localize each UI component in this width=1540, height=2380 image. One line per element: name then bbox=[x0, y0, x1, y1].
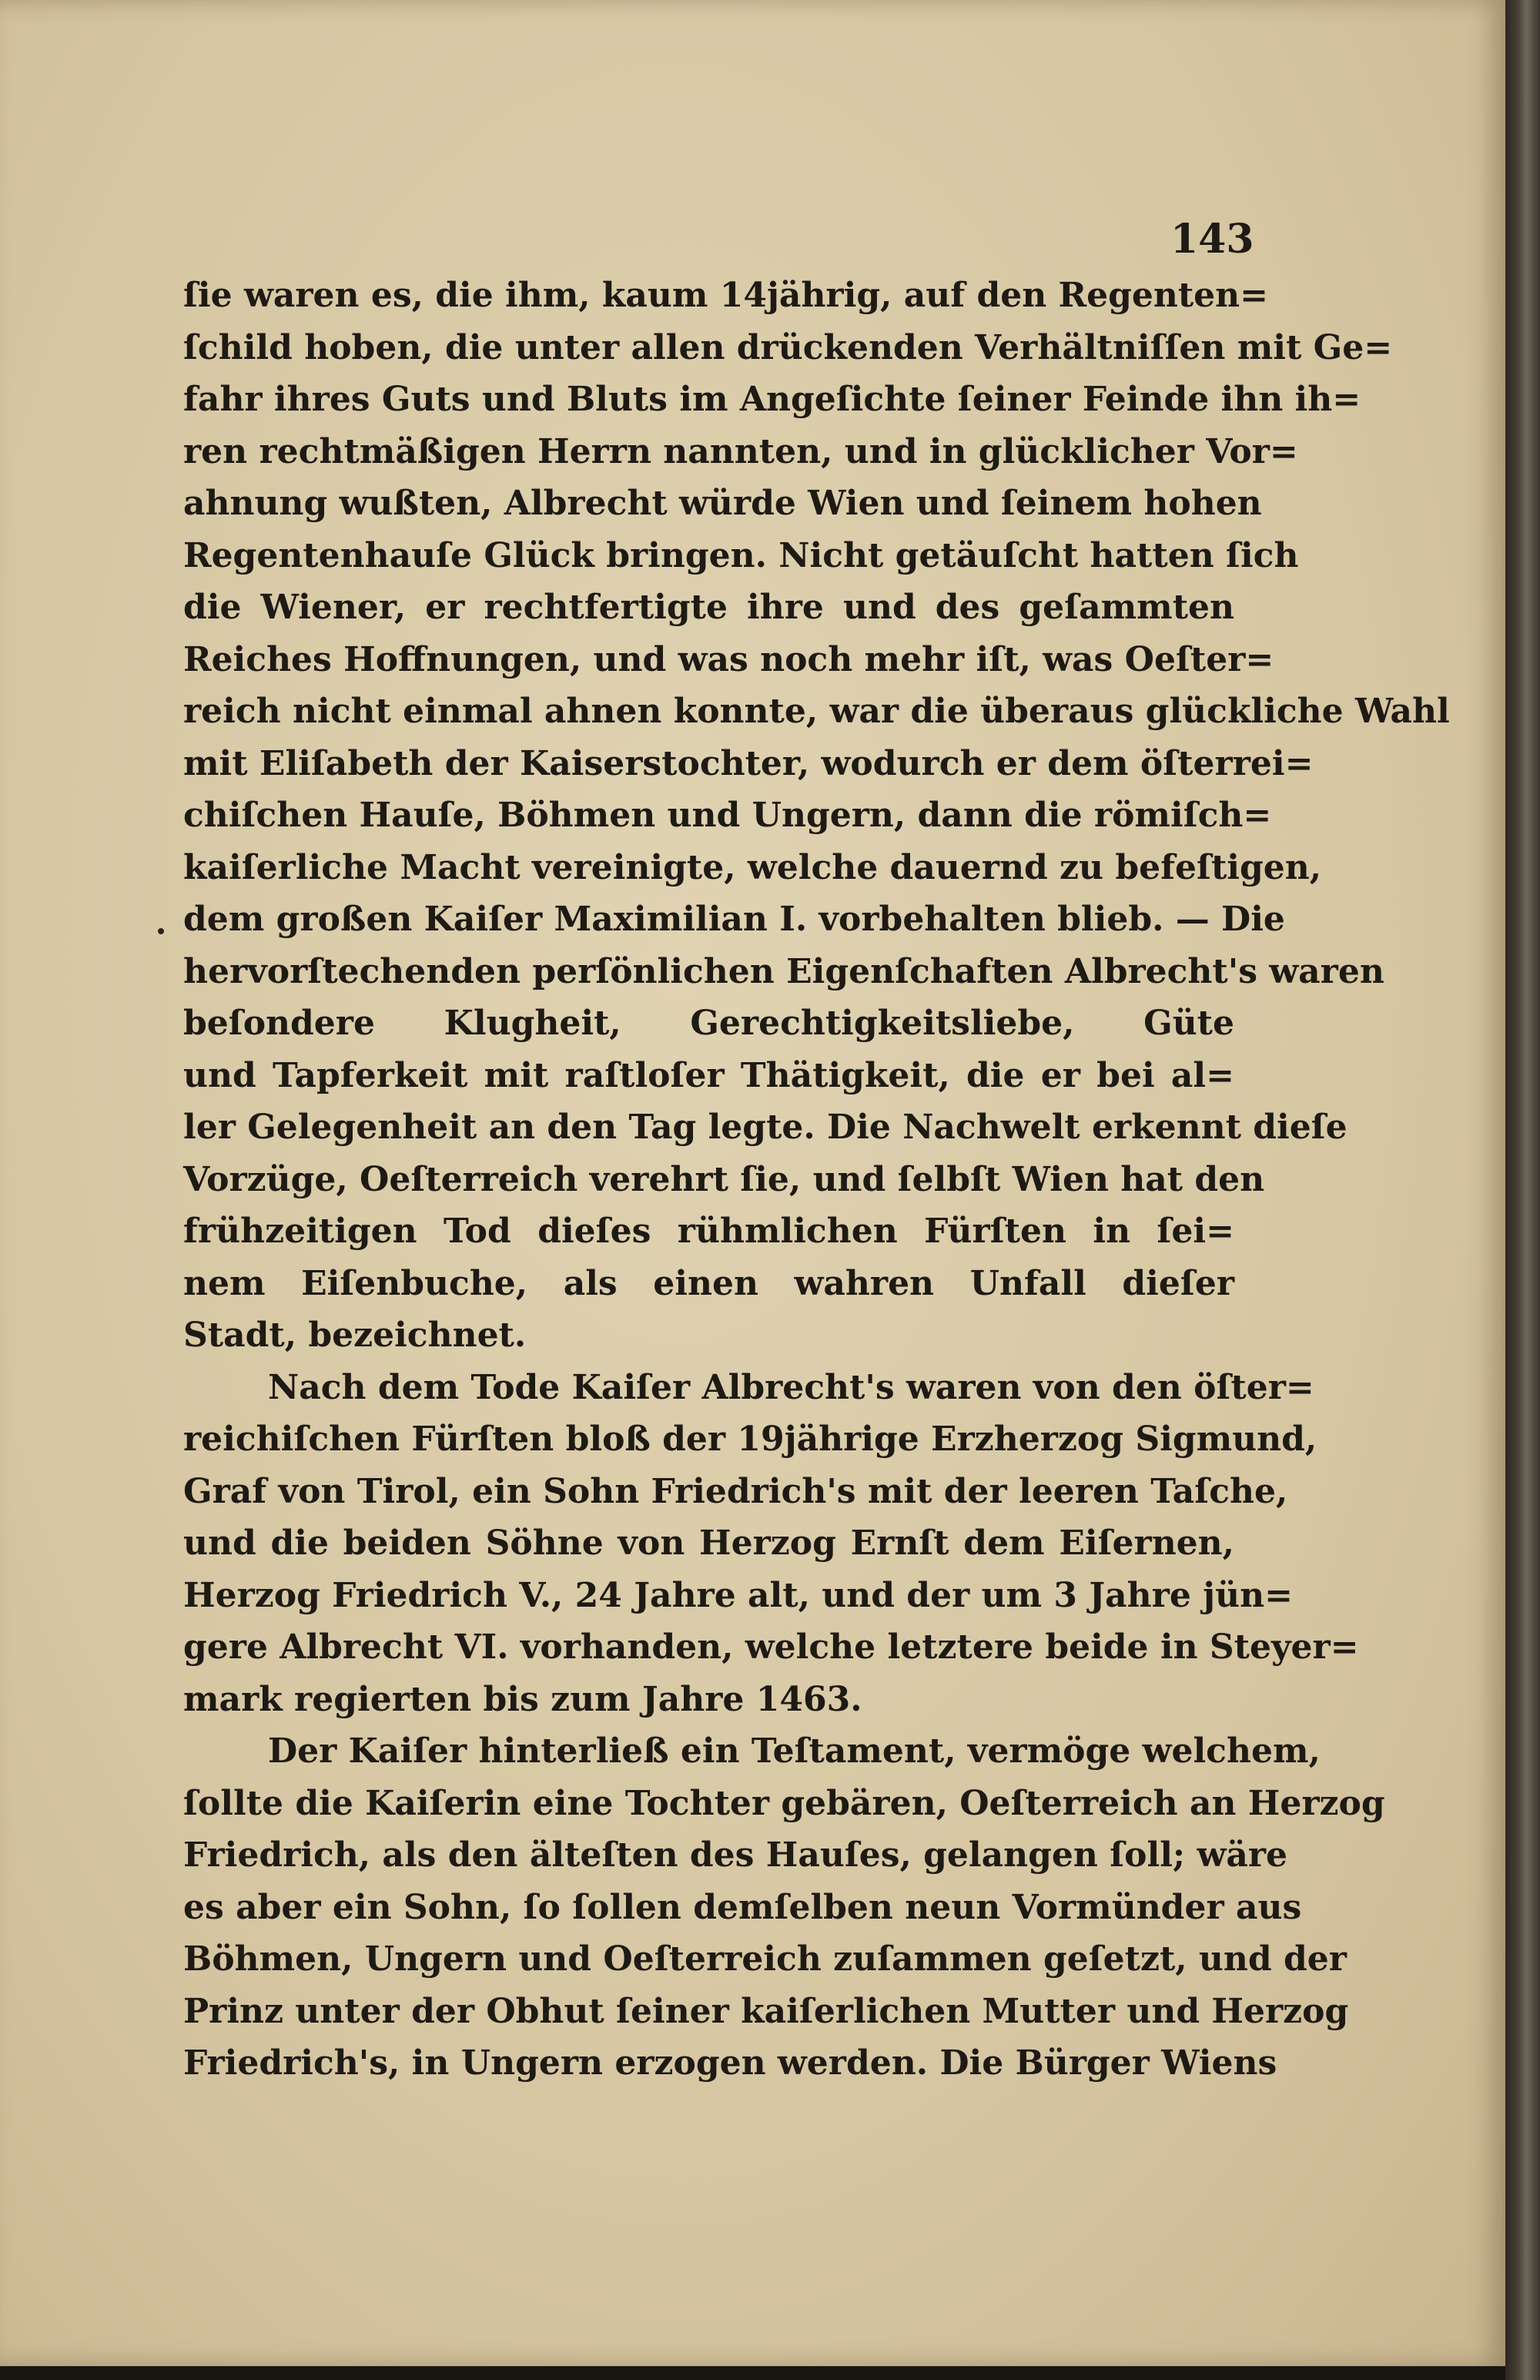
body-text bbox=[183, 270, 1450, 2090]
text-line: ahnung wußten, Albrecht würde Wien und ſeinem hohen bbox=[183, 484, 1262, 523]
text-line: Graf von Tirol, ein Sohn Friedrich's mit der leeren Taſche, bbox=[183, 1471, 1288, 1511]
text-line: die Wiener, er rechtfertigte ihre und des geſammten bbox=[183, 588, 1234, 627]
text-line: und die beiden Söhne von Herzog Ernſt dem Eiſernen, bbox=[183, 1524, 1234, 1563]
text-line: frühzeitigen Tod dieſes rühmlichen Fürſten in ſei= bbox=[183, 1212, 1234, 1251]
text-line: Friedrich, als den älteſten des Hauſes, gelangen ſoll; wäre bbox=[183, 1835, 1288, 1875]
text-line: dem großen Kaiſer Maximilian I. vorbehalten blieb. — Die bbox=[183, 900, 1285, 939]
text-line: reichiſchen Fürſten bloß der 19jährige Erzherzog Sigmund, bbox=[183, 1420, 1317, 1459]
text-line: Nach dem Tode Kaiſer Albrecht's waren von den öſter= bbox=[268, 1367, 1314, 1407]
text-line: beſondere Klugheit, Gerechtigkeitsliebe, Güte bbox=[183, 1004, 1234, 1043]
text-line: nem Eiſenbuche, als einen wahren Unfall dieſer bbox=[183, 1263, 1234, 1303]
text-line: reich nicht einmal ahnen konnte, war die überaus glückliche Wahl bbox=[183, 692, 1450, 731]
text-line: fahr ihres Guts und Bluts im Angeſichte ſeiner Feinde ihn ih= bbox=[183, 380, 1361, 419]
text-line: ſie waren es, die ihm, kaum 14jährig, auf den Regenten= bbox=[183, 276, 1269, 315]
page-edge bbox=[1505, 0, 1540, 2380]
text-line: ler Gelegenheit an den Tag legte. Die Nachwelt erkennt dieſe bbox=[183, 1108, 1348, 1147]
text-line: kaiſerliche Macht vereinigte, welche dauernd zu befeſtigen, bbox=[183, 847, 1322, 887]
text-line: es aber ein Sohn, ſo ſollen demſelben neun Vormünder aus bbox=[183, 1887, 1302, 1927]
text-line: hervorſtechenden perſönlichen Eigenſchaften Albrecht's waren bbox=[183, 951, 1384, 991]
text-line: mit Eliſabeth der Kaiserstochter, wodurch er dem öſterrei= bbox=[183, 743, 1314, 783]
text-line: Regentenhauſe Glück bringen. Nicht getäuſcht hatten ſich bbox=[183, 535, 1299, 575]
text-line: chiſchen Hauſe, Böhmen und Ungern, dann die römiſch= bbox=[183, 796, 1272, 835]
text-line: ſchild hoben, die unter allen drückenden Verhältniſſen mit Ge= bbox=[183, 327, 1393, 367]
text-line: ren rechtmäßigen Herrn nannten, und in glücklicher Vor= bbox=[183, 431, 1298, 471]
text-line: und Tapferkeit mit raſtloſer Thätigkeit, die er bei al= bbox=[183, 1055, 1234, 1095]
text-line: Herzog Friedrich V., 24 Jahre alt, und der um 3 Jahre jün= bbox=[183, 1575, 1293, 1615]
text-line: Friedrich's, in Ungern erzogen werden. Die Bürger Wiens bbox=[183, 2043, 1277, 2083]
ink-mark bbox=[158, 928, 164, 934]
text-line: mark regierten bis zum Jahre 1463. bbox=[183, 1679, 862, 1719]
text-line: gere Albrecht VI. vorhanden, welche letztere beide in Steyer= bbox=[183, 1627, 1359, 1667]
text-line: Vorzüge, Oeſterreich verehrt ſie, und ſelbſt Wien hat den bbox=[183, 1159, 1265, 1199]
text-line: Stadt, bezeichnet. bbox=[183, 1316, 527, 1355]
text-line: Der Kaiſer hinterließ ein Teſtament, vermöge welchem, bbox=[268, 1731, 1321, 1771]
page-number: 143 bbox=[1170, 216, 1254, 263]
text-line: ſollte die Kaiſerin eine Tochter gebären, Oeſterreich an Herzog bbox=[183, 1783, 1385, 1823]
text-line: Prinz unter der Obhut ſeiner kaiſerlichen Mutter und Herzog bbox=[183, 1991, 1349, 2031]
text-line: Böhmen, Ungern und Oeſterreich zuſammen geſetzt, und der bbox=[183, 1939, 1347, 1979]
text-line: Reiches Hoffnungen, und was noch mehr iſt, was Oeſter= bbox=[183, 639, 1274, 679]
